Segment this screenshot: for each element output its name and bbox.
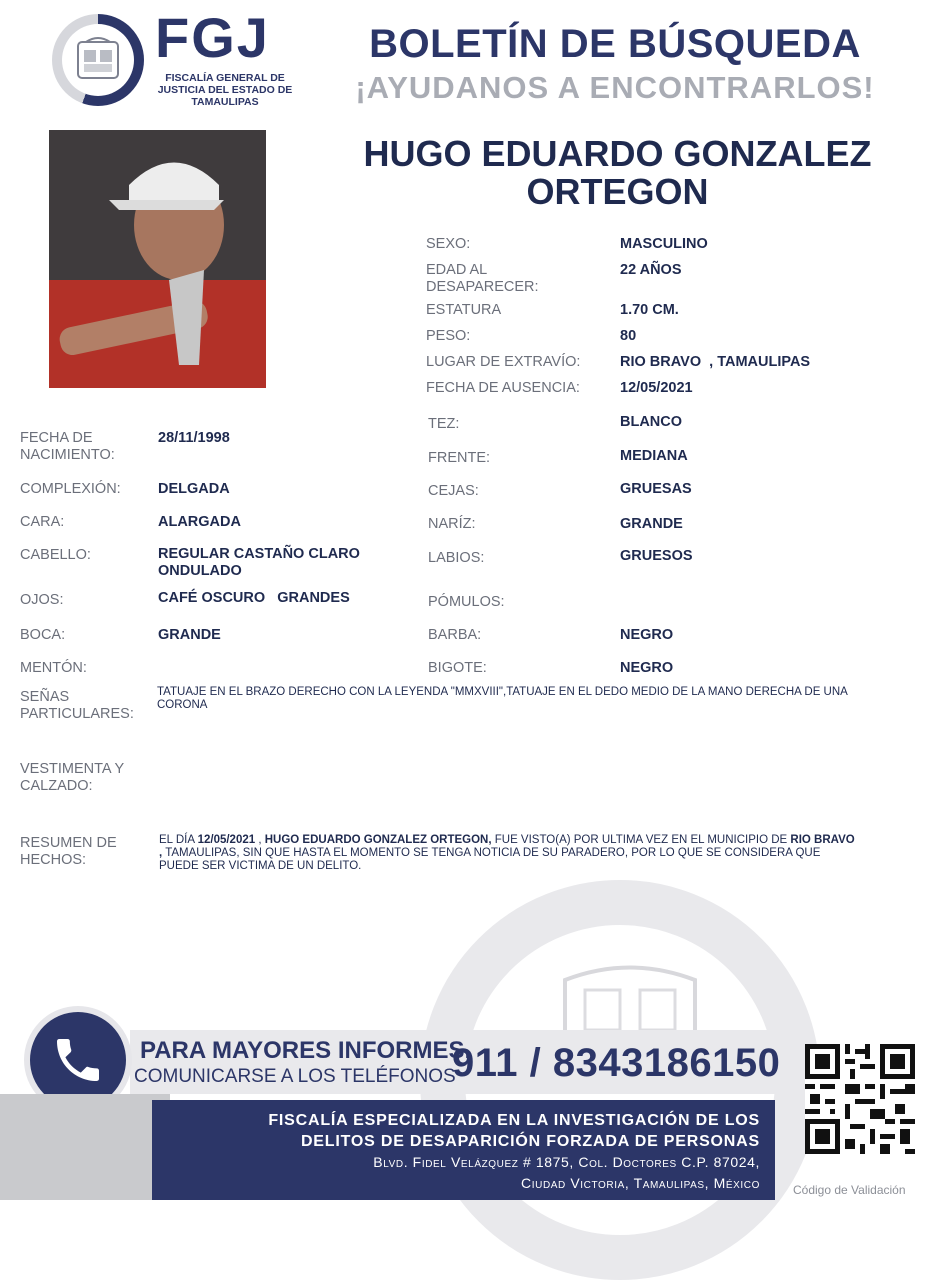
- eyes-label: OJOS:: [20, 592, 64, 608]
- cheekbones-label: PÓMULOS:: [428, 594, 505, 610]
- footer-line3: Blvd. Fidel Velázquez # 1875, Col. Doctores C.P. 87024,: [373, 1154, 760, 1170]
- weight-value: 80: [620, 328, 637, 344]
- face-label: CARA:: [20, 514, 65, 530]
- seal-icon: [62, 24, 134, 96]
- forehead-value: MEDIANA: [620, 448, 688, 464]
- lips-value: GRUESOS: [620, 548, 693, 564]
- missing-person-photo: [49, 130, 266, 388]
- person-name: HUGO EDUARDO GONZALEZ ORTEGON: [363, 133, 872, 212]
- summary-text: [159, 834, 859, 873]
- footer-line1: FISCALÍA ESPECIALIZADA EN LA INVESTIGACIÓN DE LOS: [268, 1112, 760, 1129]
- summary-part: EL DÍA: [159, 834, 198, 846]
- org-name: FISCALÍA GENERAL DE JUSTICIA DEL ESTADO DE TAMAULIPAS: [157, 72, 293, 108]
- bulletin-subtitle: ¡AYUDANOS A ENCONTRARLOS!: [355, 70, 875, 105]
- summary-place: RIO BRAVO ,: [159, 834, 855, 859]
- summary-name: HUGO EDUARDO GONZALEZ ORTEGON,: [264, 834, 492, 846]
- mustache-value: NEGRO: [620, 660, 674, 676]
- age-label: EDAD AL DESAPARECER:: [426, 262, 539, 295]
- nose-value: GRANDE: [620, 516, 683, 532]
- eyebrows-value: GRUESAS: [620, 481, 692, 497]
- qr-caption: Código de Validación: [793, 1183, 906, 1197]
- sex-label: SEXO:: [426, 236, 471, 252]
- chin-label: MENTÓN:: [20, 660, 87, 676]
- qr-code-icon[interactable]: [805, 1044, 915, 1154]
- hair-label: CABELLO:: [20, 547, 91, 563]
- marks-label: SEÑAS PARTICULARES:: [20, 689, 134, 722]
- height-value: 1.70 CM.: [620, 302, 679, 318]
- age-value: 22 AÑOS: [620, 262, 682, 278]
- org-abbr: FGJ: [155, 6, 270, 69]
- eyes-value: CAFÉ OSCURO GRANDES: [158, 590, 350, 606]
- summary-part: FUE VISTO(A) POR ULTIMA VEZ EN EL MUNICIPIO DE: [491, 834, 791, 846]
- build-label: COMPLEXIÓN:: [20, 481, 121, 497]
- mustache-label: BIGOTE:: [428, 660, 487, 676]
- beard-label: BARBA:: [428, 627, 482, 643]
- bulletin-title: BOLETÍN DE BÚSQUEDA: [369, 22, 861, 66]
- summary-part: TAMAULIPAS, SIN QUE HASTA EL MOMENTO SE TENGA NOTICIA DE SU PARADERO, POR LO QUE SE CONSIDERA QUE PUEDE SER VICTIMA DE UN DELITO.: [159, 847, 821, 872]
- place-label: LUGAR DE EXTRAVÍO:: [426, 354, 581, 370]
- eyebrows-label: CEJAS:: [428, 483, 479, 499]
- weight-label: PESO:: [426, 328, 471, 344]
- mouth-value: GRANDE: [158, 627, 221, 643]
- footer-org: [160, 1110, 760, 1194]
- absence-date-value: 12/05/2021: [620, 380, 693, 396]
- skin-label: TEZ:: [428, 416, 460, 432]
- marks-value: TATUAJE EN EL BRAZO DERECHO CON LA LEYENDA "MMXVIII",TATUAJE EN EL DEDO MEDIO DE LA MANO DERECHA DE UNA CORONA: [157, 686, 848, 711]
- absence-date-label: FECHA DE AUSENCIA:: [426, 380, 580, 396]
- lips-label: LABIOS:: [428, 550, 485, 566]
- contact-line2: COMUNICARSE A LOS TELÉFONOS: [134, 1066, 456, 1087]
- summary-label: RESUMEN DE HECHOS:: [20, 835, 117, 868]
- footer-grey-band: [0, 1094, 170, 1200]
- forehead-label: FRENTE:: [428, 450, 491, 466]
- birthdate-value: 28/11/1998: [158, 430, 230, 446]
- contact-phone[interactable]: 911 / 8343186150: [452, 1041, 781, 1085]
- summary-date: 12/05/2021: [197, 834, 256, 846]
- height-label: ESTATURA: [426, 302, 502, 318]
- summary-part: ,: [255, 834, 265, 846]
- mouth-label: BOCA:: [20, 627, 66, 643]
- contact-line1: PARA MAYORES INFORMES,: [140, 1037, 472, 1064]
- face-value: ALARGADA: [158, 514, 241, 530]
- skin-value: BLANCO: [620, 414, 683, 430]
- beard-value: NEGRO: [620, 627, 674, 643]
- birthdate-label: FECHA DE NACIMIENTO:: [20, 430, 115, 463]
- hair-value: REGULAR CASTAÑO CLARO ONDULADO: [158, 546, 360, 579]
- build-value: DELGADA: [158, 481, 230, 497]
- sex-value: MASCULINO: [620, 236, 708, 252]
- clothing-label: VESTIMENTA Y CALZADO:: [20, 761, 124, 794]
- place-value: RIO BRAVO , TAMAULIPAS: [620, 354, 811, 370]
- footer-line4: Ciudad Victoria, Tamaulipas, México: [521, 1175, 760, 1191]
- nose-label: NARÍZ:: [428, 516, 476, 532]
- footer-line2: DELITOS DE DESAPARICIÓN FORZADA DE PERSONAS: [300, 1133, 760, 1150]
